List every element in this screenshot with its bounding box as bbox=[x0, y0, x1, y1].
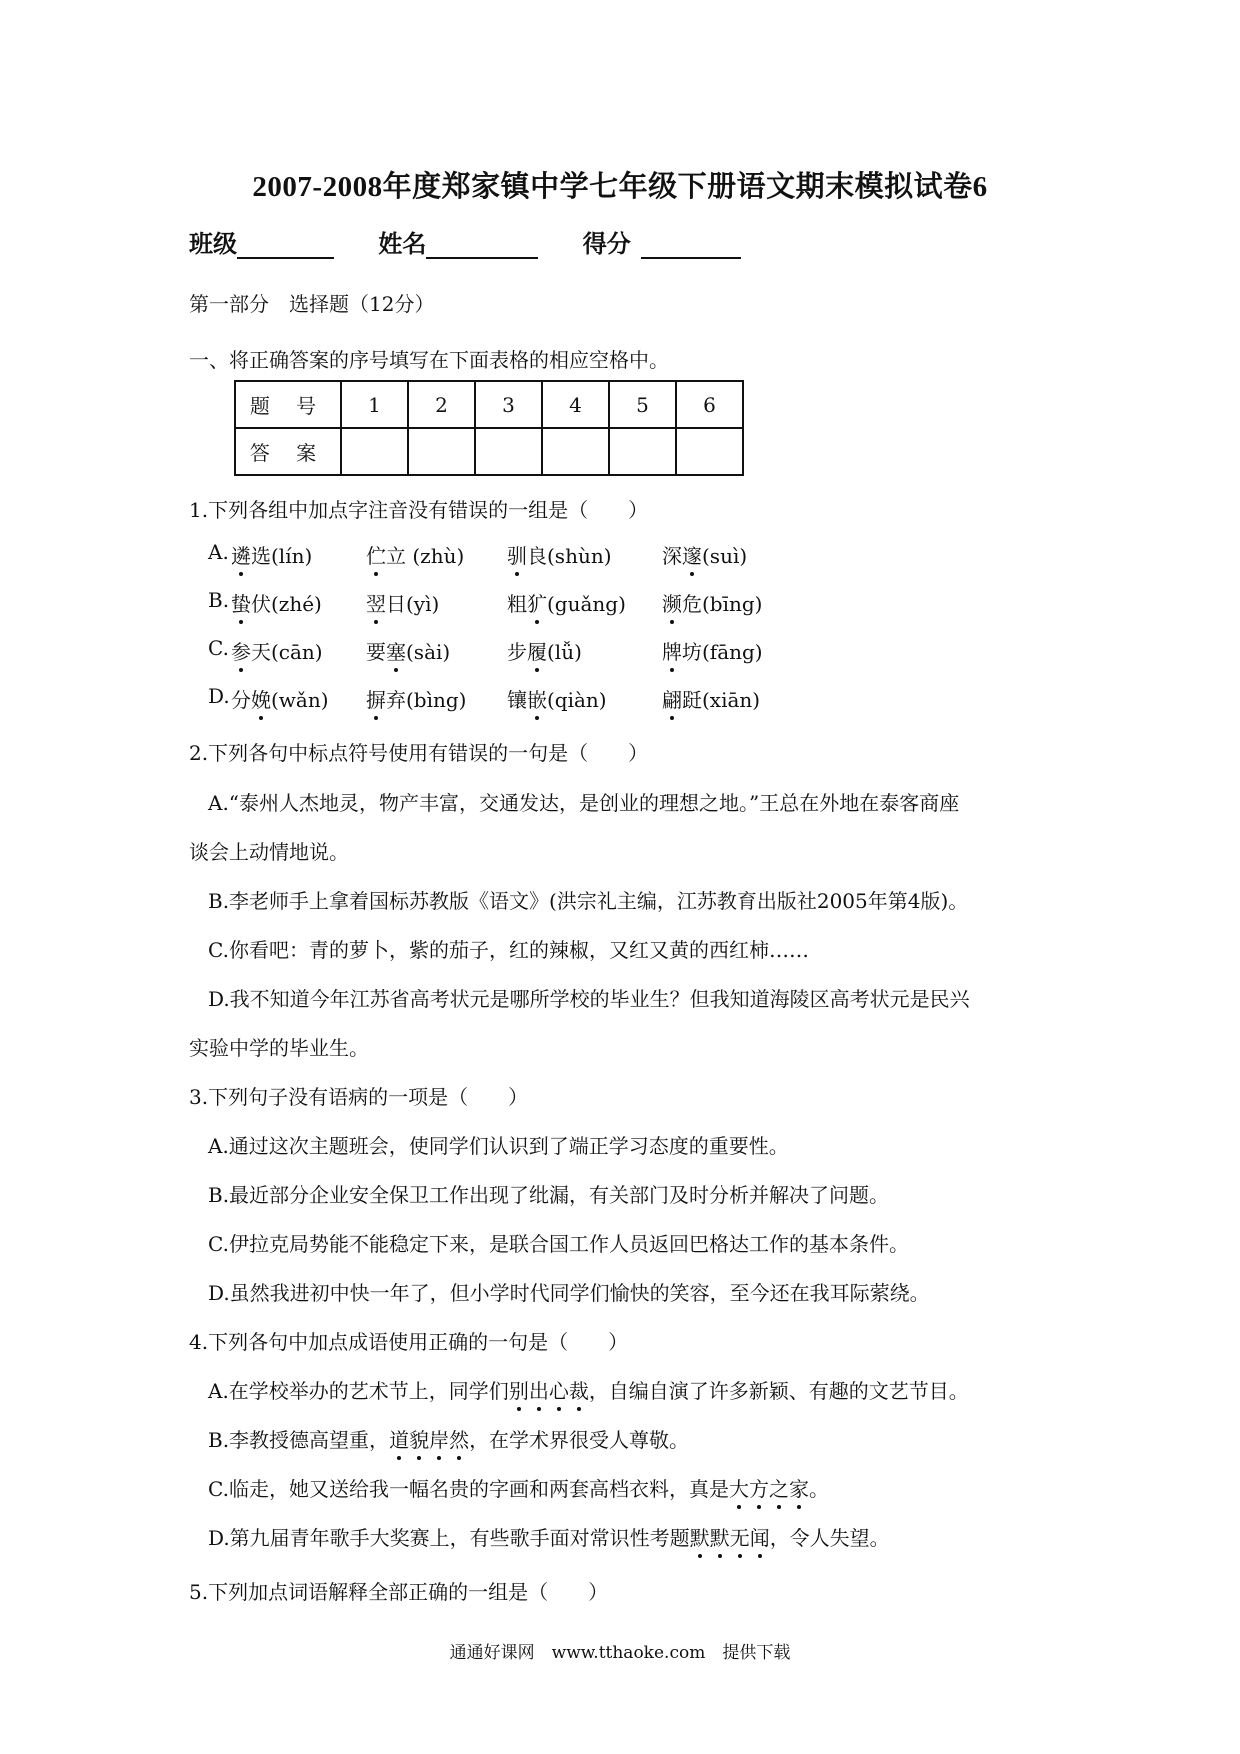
q1-item: 驯良(shùn) bbox=[507, 540, 612, 569]
class-blank bbox=[237, 231, 334, 259]
q1-item: 遴选(lín) bbox=[231, 540, 312, 569]
q3-option-b: B.最近部分企业安全保卫工作出现了纰漏，有关部门及时分析并解决了问题。 bbox=[208, 1183, 890, 1207]
answer-table-row-answers bbox=[235, 428, 743, 475]
page-footer: 通通好课网 www.tthaoke.com 提供下载 bbox=[449, 1643, 791, 1663]
q3-stem: 3.下列句子没有语病的一项是（ ） bbox=[189, 1085, 529, 1109]
q1-option-prefix: A. bbox=[208, 540, 229, 564]
q2-option-b: B.李老师手上拿着国标苏教版《语文》(洪宗礼主编，江苏教育出版社2005年第4版)。 bbox=[208, 889, 969, 913]
q4-stem: 4.下列各句中加点成语使用正确的一句是（ ） bbox=[189, 1330, 629, 1354]
q1-item: 镶嵌(qiàn) bbox=[507, 684, 607, 713]
answer-table-number: 2 bbox=[408, 381, 475, 428]
q3-option-d: D.虽然我进初中快一年了，但小学时代同学们愉快的笑容，至今还在我耳际萦绕。 bbox=[208, 1281, 930, 1305]
answer-cell[interactable] bbox=[676, 428, 743, 475]
answer-table-number: 4 bbox=[542, 381, 609, 428]
q1-item: 翌日(yì) bbox=[366, 588, 439, 617]
q2-option-a: A.“泰州人杰地灵，物产丰富，交通发达，是创业的理想之地。”王总在外地在泰客商座 bbox=[208, 791, 960, 815]
name-label: 姓名 bbox=[378, 229, 427, 258]
q2-option-c: C.你看吧：青的萝卜，紫的茄子，红的辣椒，又红又黄的西红柿…… bbox=[208, 938, 809, 962]
answer-cell[interactable] bbox=[609, 428, 676, 475]
q1-item: 分娩(wǎn) bbox=[231, 684, 329, 713]
q2-stem: 2.下列各句中标点符号使用有错误的一句是（ ） bbox=[189, 741, 649, 765]
exam-title: 2007-2008年度郑家镇中学七年级下册语文期末模拟试卷6 bbox=[252, 171, 988, 203]
q1-option-prefix: C. bbox=[208, 636, 229, 660]
answer-table-number: 5 bbox=[609, 381, 676, 428]
q4-option-b: B.李教授德高望重，道貌岸然，在学术界很受人尊敬。 bbox=[208, 1424, 689, 1453]
q4-option-d: D.第九届青年歌手大奖赛上，有些歌手面对常识性考题默默无闻，令人失望。 bbox=[208, 1522, 890, 1551]
answer-table bbox=[234, 380, 744, 476]
q4-option-a: A.在学校举办的艺术节上，同学们别出心裁，自编自演了许多新颖、有趣的文艺节目。 bbox=[208, 1375, 969, 1404]
answer-table-number: 6 bbox=[676, 381, 743, 428]
q5-stem: 5.下列加点词语解释全部正确的一组是（ ） bbox=[189, 1580, 609, 1604]
q1-item: 要塞(sài) bbox=[366, 636, 450, 665]
q1-item: 参天(cān) bbox=[231, 636, 323, 665]
student-info-line bbox=[189, 224, 777, 259]
q2-option-a-cont: 谈会上动情地说。 bbox=[189, 840, 349, 864]
q1-item: 深邃(suì) bbox=[662, 540, 747, 569]
section-heading: 第一部分 选择题（12分） bbox=[189, 292, 435, 316]
q4-option-c: C.临走，她又送给我一幅名贵的字画和两套高档衣料，真是大方之家。 bbox=[208, 1473, 829, 1502]
class-label: 班级 bbox=[189, 229, 237, 258]
q1-item: 濒危(bīng) bbox=[662, 588, 763, 617]
score-label: 得分 bbox=[582, 229, 631, 258]
q3-option-a: A.通过这次主题班会，使同学们认识到了端正学习态度的重要性。 bbox=[208, 1134, 789, 1158]
name-blank bbox=[426, 231, 538, 259]
score-blank bbox=[641, 231, 741, 259]
answer-cell[interactable] bbox=[475, 428, 542, 475]
q1-item: 蛰伏(zhé) bbox=[231, 588, 322, 617]
answer-cell[interactable] bbox=[542, 428, 609, 475]
answer-table-row-numbers bbox=[235, 381, 743, 428]
answer-cell[interactable] bbox=[408, 428, 475, 475]
q1-item: 步履(lǚ) bbox=[507, 636, 582, 665]
answer-table-number: 3 bbox=[475, 381, 542, 428]
q1-item: 摒弃(bìng) bbox=[366, 684, 467, 713]
q1-item: 翩跹(xiān) bbox=[662, 684, 760, 713]
q1-item: 粗犷(guǎng) bbox=[507, 588, 626, 617]
instruction-text: 一、将正确答案的序号填写在下面表格的相应空格中。 bbox=[189, 348, 669, 372]
q2-option-d-cont: 实验中学的毕业生。 bbox=[189, 1036, 369, 1060]
q2-option-d: D.我不知道今年江苏省高考状元是哪所学校的毕业生？但我知道海陵区高考状元是民兴 bbox=[208, 987, 970, 1011]
answer-cell[interactable] bbox=[341, 428, 408, 475]
answer-table-number: 1 bbox=[341, 381, 408, 428]
q3-option-c: C.伊拉克局势能不能稳定下来，是联合国工作人员返回巴格达工作的基本条件。 bbox=[208, 1232, 909, 1256]
q1-stem: 1.下列各组中加点字注音没有错误的一组是（ ） bbox=[189, 498, 649, 522]
q1-item: 伫立 (zhù) bbox=[366, 540, 464, 569]
q1-item: 牌坊(fāng) bbox=[662, 636, 763, 665]
answer-table-header-number: 题 号 bbox=[235, 381, 341, 428]
answer-table-header-answer: 答 案 bbox=[235, 428, 341, 475]
q1-option-prefix: B. bbox=[208, 588, 230, 612]
q1-option-prefix: D. bbox=[208, 684, 230, 708]
